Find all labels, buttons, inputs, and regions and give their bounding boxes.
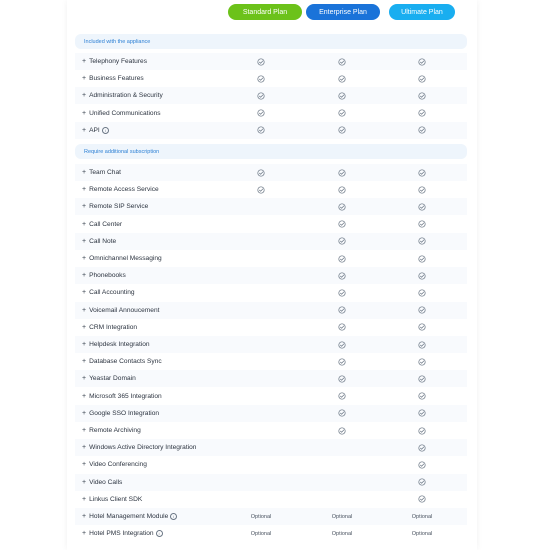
- info-icon[interactable]: i: [156, 530, 163, 537]
- check-icon: [338, 92, 346, 100]
- enterprise-plan-button[interactable]: Enterprise Plan: [306, 4, 380, 20]
- plan-check-cell: [402, 216, 442, 233]
- check-icon: [338, 272, 346, 280]
- feature-name[interactable]: [82, 388, 162, 405]
- plan-empty-cell: [241, 491, 281, 508]
- feature-row[interactable]: [75, 491, 467, 508]
- plan-check-cell: [322, 70, 362, 87]
- feature-label: Administration & Security: [89, 92, 163, 100]
- plan-check-cell: [322, 319, 362, 336]
- plan-check-cell: [322, 370, 362, 387]
- plan-empty-cell: [241, 336, 281, 353]
- check-icon: [418, 126, 426, 134]
- feature-row[interactable]: [75, 284, 467, 301]
- check-icon: [418, 341, 426, 349]
- feature-row[interactable]: [75, 216, 467, 233]
- check-icon: [338, 427, 346, 435]
- plan-empty-cell: [241, 370, 281, 387]
- feature-name[interactable]: [82, 456, 147, 473]
- plan-check-cell: [322, 87, 362, 104]
- feature-name[interactable]: [82, 122, 109, 139]
- plan-check-cell: [322, 284, 362, 301]
- feature-name[interactable]: [82, 284, 135, 301]
- plan-check-cell: [402, 87, 442, 104]
- feature-row[interactable]: [75, 422, 467, 439]
- expand-icon[interactable]: +: [82, 109, 87, 117]
- section-header: Included with the appliance: [75, 34, 467, 49]
- check-icon: [338, 58, 346, 66]
- plan-check-cell: [241, 87, 281, 104]
- plan-check-cell: [402, 250, 442, 267]
- standard-plan-button[interactable]: Standard Plan: [228, 4, 302, 20]
- plan-check-cell: [322, 53, 362, 70]
- feature-row[interactable]: [75, 122, 467, 139]
- check-icon: [418, 392, 426, 400]
- feature-label: API: [89, 126, 100, 134]
- feature-name[interactable]: [82, 439, 196, 456]
- plan-check-cell: [322, 353, 362, 370]
- plan-check-cell: [322, 164, 362, 181]
- feature-name[interactable]: [82, 87, 163, 104]
- expand-icon[interactable]: +: [82, 444, 87, 452]
- plan-check-cell: [322, 122, 362, 139]
- expand-icon[interactable]: +: [82, 323, 87, 331]
- feature-label: Video Conferencing: [89, 461, 147, 469]
- plan-check-cell: [402, 181, 442, 198]
- feature-name[interactable]: [82, 105, 161, 122]
- plan-check-cell: [241, 122, 281, 139]
- check-icon: [338, 255, 346, 263]
- plan-check-cell: [241, 70, 281, 87]
- check-icon: [338, 306, 346, 314]
- plan-header: [0, 0, 550, 26]
- plan-check-cell: [402, 267, 442, 284]
- feature-row[interactable]: [75, 388, 467, 405]
- plan-empty-cell: [241, 388, 281, 405]
- plan-check-cell: [402, 422, 442, 439]
- plan-check-cell: [402, 388, 442, 405]
- feature-row[interactable]: [75, 250, 467, 267]
- expand-icon[interactable]: +: [82, 530, 87, 538]
- check-icon: [418, 75, 426, 83]
- feature-row[interactable]: [75, 105, 467, 122]
- plan-optional-cell: Optional: [250, 513, 272, 520]
- feature-label: Video Calls: [89, 478, 123, 486]
- feature-row[interactable]: [75, 181, 467, 198]
- expand-icon[interactable]: +: [82, 461, 87, 469]
- ultimate-plan-button[interactable]: Ultimate Plan: [389, 4, 455, 20]
- plan-check-cell: [322, 336, 362, 353]
- feature-name[interactable]: [82, 198, 148, 215]
- feature-row[interactable]: [75, 319, 467, 336]
- feature-name[interactable]: [82, 181, 159, 198]
- feature-name[interactable]: [82, 70, 144, 87]
- feature-label: Remote Archiving: [89, 427, 141, 434]
- expand-icon[interactable]: +: [82, 255, 87, 262]
- feature-label: Database Contacts Sync: [89, 358, 162, 366]
- check-icon: [418, 109, 426, 117]
- feature-name[interactable]: [82, 164, 121, 181]
- expand-icon[interactable]: +: [82, 427, 87, 434]
- plan-check-cell: [402, 284, 442, 301]
- plan-check-cell: [241, 181, 281, 198]
- feature-row[interactable]: [75, 53, 467, 70]
- feature-name[interactable]: [82, 405, 159, 422]
- expand-icon[interactable]: +: [82, 306, 87, 314]
- feature-name[interactable]: [82, 250, 162, 267]
- plan-empty-cell: [241, 233, 281, 250]
- expand-icon[interactable]: +: [82, 409, 87, 417]
- feature-name[interactable]: [82, 525, 163, 542]
- check-icon: [338, 358, 346, 366]
- check-icon: [338, 409, 346, 417]
- feature-label: Windows Active Directory Integration: [89, 444, 197, 452]
- plan-empty-cell: [241, 456, 281, 473]
- plan-optional-cell: Optional: [411, 513, 433, 520]
- check-icon: [418, 375, 426, 383]
- feature-label: Omnichannel Messaging: [89, 255, 162, 262]
- plan-check-cell: [402, 198, 442, 215]
- plan-empty-cell: [241, 319, 281, 336]
- feature-row[interactable]: [75, 198, 467, 215]
- expand-icon[interactable]: +: [82, 358, 87, 366]
- check-icon: [418, 186, 426, 194]
- plan-check-cell: [322, 422, 362, 439]
- plan-empty-cell: [322, 491, 362, 508]
- expand-icon[interactable]: +: [82, 341, 87, 348]
- check-icon: [257, 109, 265, 117]
- feature-label: Remote SIP Service: [89, 203, 149, 211]
- check-icon: [418, 358, 426, 366]
- check-icon: [418, 220, 426, 228]
- check-icon: [418, 289, 426, 297]
- plan-empty-cell: [241, 216, 281, 233]
- expand-icon[interactable]: +: [82, 392, 87, 400]
- plan-check-cell: [402, 439, 442, 456]
- feature-label: Yeastar Domain: [89, 375, 136, 383]
- feature-row[interactable]: [75, 370, 467, 387]
- plan-check-cell: [241, 105, 281, 122]
- expand-icon[interactable]: +: [82, 495, 87, 503]
- feature-name[interactable]: [82, 353, 162, 370]
- feature-row[interactable]: [75, 87, 467, 104]
- check-icon: [338, 392, 346, 400]
- plan-check-cell: [322, 105, 362, 122]
- feature-name[interactable]: [82, 491, 142, 508]
- feature-label: Business Features: [89, 75, 144, 83]
- check-icon: [257, 126, 265, 134]
- expand-icon[interactable]: +: [82, 169, 87, 176]
- check-icon: [338, 109, 346, 117]
- check-icon: [338, 186, 346, 194]
- plan-check-cell: [402, 336, 442, 353]
- feature-label: Call Note: [89, 237, 117, 245]
- feature-name[interactable]: [82, 302, 159, 319]
- check-icon: [418, 478, 426, 486]
- plan-empty-cell: [322, 439, 362, 456]
- feature-label: Linkus Client SDK: [89, 495, 143, 503]
- feature-row[interactable]: [75, 405, 467, 422]
- feature-name[interactable]: [82, 336, 150, 353]
- check-icon: [338, 375, 346, 383]
- expand-icon[interactable]: +: [82, 186, 87, 194]
- check-icon: [338, 75, 346, 83]
- feature-row[interactable]: [75, 508, 467, 525]
- check-icon: [418, 92, 426, 100]
- check-icon: [418, 237, 426, 245]
- check-icon: [418, 323, 426, 331]
- plan-check-cell: [402, 405, 442, 422]
- plan-check-cell: [322, 405, 362, 422]
- feature-name[interactable]: [82, 422, 141, 439]
- feature-name[interactable]: [82, 267, 126, 284]
- check-icon: [257, 92, 265, 100]
- feature-label: Call Accounting: [89, 289, 135, 297]
- check-icon: [338, 323, 346, 331]
- check-icon: [338, 220, 346, 228]
- plan-empty-cell: [241, 267, 281, 284]
- plan-optional-cell: Optional: [331, 513, 353, 520]
- expand-icon[interactable]: +: [82, 513, 87, 520]
- expand-icon[interactable]: +: [82, 237, 87, 245]
- expand-icon[interactable]: +: [82, 126, 87, 134]
- section-header: Require additional subscription: [75, 144, 467, 159]
- check-icon: [418, 169, 426, 177]
- feature-name[interactable]: [82, 319, 137, 336]
- expand-icon[interactable]: +: [82, 203, 87, 211]
- feature-label: Unified Communications: [89, 109, 161, 117]
- plan-check-cell: [322, 181, 362, 198]
- feature-row[interactable]: [75, 233, 467, 250]
- feature-row[interactable]: [75, 267, 467, 284]
- plan-check-cell: [402, 456, 442, 473]
- check-icon: [338, 203, 346, 211]
- check-icon: [418, 409, 426, 417]
- check-icon: [418, 58, 426, 66]
- feature-row[interactable]: [75, 70, 467, 87]
- info-icon[interactable]: i: [102, 127, 109, 134]
- check-icon: [338, 169, 346, 177]
- expand-icon[interactable]: +: [82, 289, 87, 297]
- plan-empty-cell: [322, 456, 362, 473]
- check-icon: [418, 427, 426, 435]
- check-icon: [418, 444, 426, 452]
- plan-empty-cell: [241, 474, 281, 491]
- feature-label: Hotel Management Module: [89, 513, 169, 520]
- check-icon: [418, 306, 426, 314]
- plan-check-cell: [402, 491, 442, 508]
- plan-check-cell: [402, 370, 442, 387]
- expand-icon[interactable]: +: [82, 92, 87, 100]
- check-icon: [418, 255, 426, 263]
- plan-empty-cell: [241, 353, 281, 370]
- feature-label: Hotel PMS Integration: [89, 530, 154, 538]
- plan-check-cell: [402, 233, 442, 250]
- plan-check-cell: [402, 319, 442, 336]
- check-icon: [257, 186, 265, 194]
- feature-name[interactable]: [82, 53, 147, 70]
- plan-check-cell: [402, 474, 442, 491]
- info-icon[interactable]: i: [170, 513, 177, 520]
- feature-name[interactable]: [82, 474, 122, 491]
- plan-check-cell: [402, 53, 442, 70]
- check-icon: [257, 58, 265, 66]
- feature-row[interactable]: [75, 336, 467, 353]
- expand-icon[interactable]: +: [82, 58, 87, 65]
- check-icon: [338, 237, 346, 245]
- check-icon: [338, 126, 346, 134]
- feature-name[interactable]: [82, 508, 177, 525]
- expand-icon[interactable]: +: [82, 220, 87, 228]
- plan-check-cell: [322, 388, 362, 405]
- plan-empty-cell: [241, 250, 281, 267]
- plan-check-cell: [402, 122, 442, 139]
- expand-icon[interactable]: +: [82, 272, 87, 280]
- feature-row[interactable]: [75, 164, 467, 181]
- feature-label: Voicemail Annoucement: [89, 306, 160, 314]
- plan-optional-cell: Optional: [331, 530, 353, 537]
- expand-icon[interactable]: +: [82, 375, 87, 383]
- feature-row[interactable]: [75, 525, 467, 542]
- check-icon: [418, 461, 426, 469]
- feature-name[interactable]: [82, 370, 136, 387]
- plan-empty-cell: [241, 302, 281, 319]
- plan-check-cell: [322, 198, 362, 215]
- plan-empty-cell: [241, 422, 281, 439]
- check-icon: [418, 203, 426, 211]
- feature-row[interactable]: [75, 302, 467, 319]
- plan-empty-cell: [241, 284, 281, 301]
- plan-check-cell: [402, 164, 442, 181]
- plan-check-cell: [322, 267, 362, 284]
- check-icon: [257, 75, 265, 83]
- feature-label: CRM Integration: [89, 323, 138, 331]
- expand-icon[interactable]: +: [82, 75, 87, 83]
- expand-icon[interactable]: +: [82, 478, 87, 486]
- plan-empty-cell: [241, 405, 281, 422]
- plan-optional-cell: Optional: [250, 530, 272, 537]
- plan-empty-cell: [241, 439, 281, 456]
- feature-label: Team Chat: [89, 169, 121, 176]
- plan-check-cell: [322, 216, 362, 233]
- feature-name[interactable]: [82, 216, 122, 233]
- plan-check-cell: [322, 233, 362, 250]
- feature-row[interactable]: [75, 353, 467, 370]
- feature-row[interactable]: [75, 439, 467, 456]
- feature-label: Microsoft 365 Integration: [89, 392, 162, 400]
- plan-optional-cell: Optional: [411, 530, 433, 537]
- feature-label: Call Center: [89, 220, 123, 228]
- plan-check-cell: [402, 302, 442, 319]
- feature-row[interactable]: [75, 456, 467, 473]
- feature-label: Telephony Features: [89, 58, 148, 65]
- feature-label: Google SSO Integration: [89, 409, 160, 417]
- check-icon: [338, 341, 346, 349]
- plan-check-cell: [322, 302, 362, 319]
- plan-check-cell: [241, 164, 281, 181]
- feature-name[interactable]: [82, 233, 116, 250]
- feature-row[interactable]: [75, 474, 467, 491]
- plan-check-cell: [402, 105, 442, 122]
- plan-empty-cell: [322, 474, 362, 491]
- plan-check-cell: [402, 353, 442, 370]
- plan-check-cell: [322, 250, 362, 267]
- plan-check-cell: [241, 53, 281, 70]
- feature-label: Helpdesk Integration: [89, 341, 150, 348]
- feature-label: Phonebooks: [89, 272, 126, 280]
- plan-empty-cell: [241, 198, 281, 215]
- check-icon: [418, 272, 426, 280]
- check-icon: [257, 169, 265, 177]
- plan-check-cell: [402, 70, 442, 87]
- check-icon: [338, 289, 346, 297]
- feature-label: Remote Access Service: [89, 186, 159, 194]
- check-icon: [418, 495, 426, 503]
